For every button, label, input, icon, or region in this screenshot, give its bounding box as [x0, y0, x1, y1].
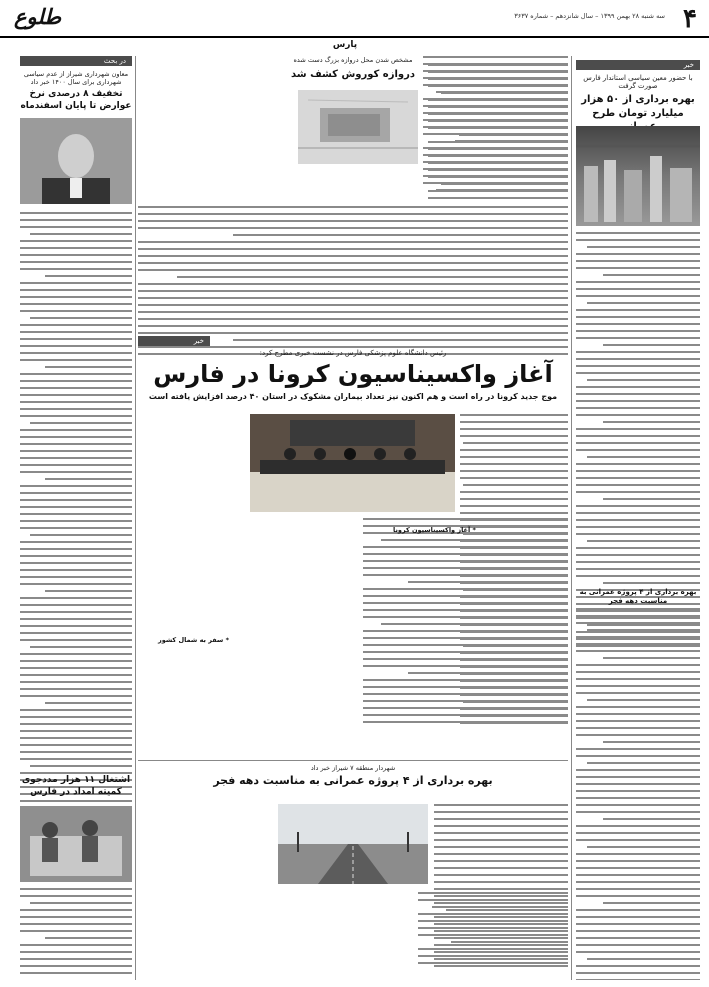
masthead-logo: طلوع: [14, 4, 62, 29]
page-number: ۴: [683, 4, 697, 34]
right-headline: بهره برداری از ۵۰ هزار میلیارد تومان طرح: [581, 94, 695, 119]
bottom-mid-text: [418, 892, 568, 969]
press-conference-photo: [250, 414, 455, 512]
page-header: [0, 0, 709, 38]
left-bottom-text: [20, 888, 132, 979]
charity-photo-art: [20, 806, 132, 882]
dateline: سه شنبه ۲۸ بهمن ۱۳۹۹ – سال شانزدهم – شماره ۳۶۳۷: [514, 12, 665, 20]
top-center-block: [138, 56, 568, 356]
right-section2-title: بهره برداری از ۴ پروژه عمرانی به مناسبت دهه فجر: [579, 588, 697, 606]
top-left-headline: دروازه کوروش کشف شد: [290, 69, 415, 80]
left-body-text: [20, 212, 132, 807]
top-wide-text: [138, 206, 568, 356]
bottom-center-block: [138, 764, 568, 979]
interview-kicker: معاون شهرداری شیراز از عدم سیاسی شهرداری برای سال ۱۴۰۰ خبر داد: [23, 70, 129, 86]
main-kicker: رئیس دانشگاه علوم پزشکی فارس در نشست خبری مطرح کرد:: [259, 349, 447, 357]
main-tag: خبر: [138, 336, 210, 346]
label-vaccine: * آغاز واکسیناسیون کرونا: [393, 526, 476, 534]
factory-photo: [576, 126, 700, 226]
press-conference-photo-art: [250, 414, 455, 512]
right-tag: خبر: [576, 60, 700, 70]
excavation-photo-art: [298, 90, 418, 164]
official-portrait: [20, 118, 132, 204]
right-body-text-2: [576, 608, 700, 980]
top-left-text: [423, 56, 568, 196]
section-title: پارس: [332, 40, 358, 50]
column-rule-right: [571, 56, 572, 980]
top-left-kicker: مشخص شدن محل دروازه بزرگ دست شده: [293, 56, 413, 64]
right-lede: با حضور معین سیاسی استاندار فارس صورت گرفت: [583, 74, 693, 90]
road-project-photo: [278, 804, 428, 884]
bottom-kicker: شهردار منطقه ۷ شیراز خبر داد: [310, 764, 396, 772]
right-column: [576, 60, 700, 980]
official-portrait-art: [20, 118, 132, 204]
bottom-section-rule: [138, 760, 568, 761]
charity-photo: [20, 806, 132, 882]
excavation-photo: [298, 90, 418, 164]
main-subheadline: موج جدید کرونا در راه است و هم اکنون نیز تعداد بیماران مشکوک در استان ۴۰ درصد افزایش یافته است: [148, 392, 558, 402]
label-travel: * سفر به شمال کشور: [158, 636, 229, 644]
left-tag: در بحث: [20, 56, 132, 66]
bottom-headline: بهره برداری از ۴ پروژه عمرانی به مناسبت دهه فجر: [213, 774, 493, 787]
main-mid-text: [363, 518, 568, 728]
road-project-photo-art: [278, 804, 428, 884]
interview-headline: تخفیف ۸ درصدی نرخ عوارض تا پایان اسفندماه: [20, 89, 132, 112]
left-column: [20, 56, 132, 980]
factory-photo-art: [576, 126, 700, 226]
main-headline: آغاز واکسیناسیون کرونا در فارس: [153, 360, 553, 388]
left-bottom-headline: اشتغال ۱۱ هزار مددجوی کمیته امداد در فارس: [21, 775, 131, 798]
column-rule-left: [135, 56, 136, 980]
main-story: [138, 336, 568, 756]
